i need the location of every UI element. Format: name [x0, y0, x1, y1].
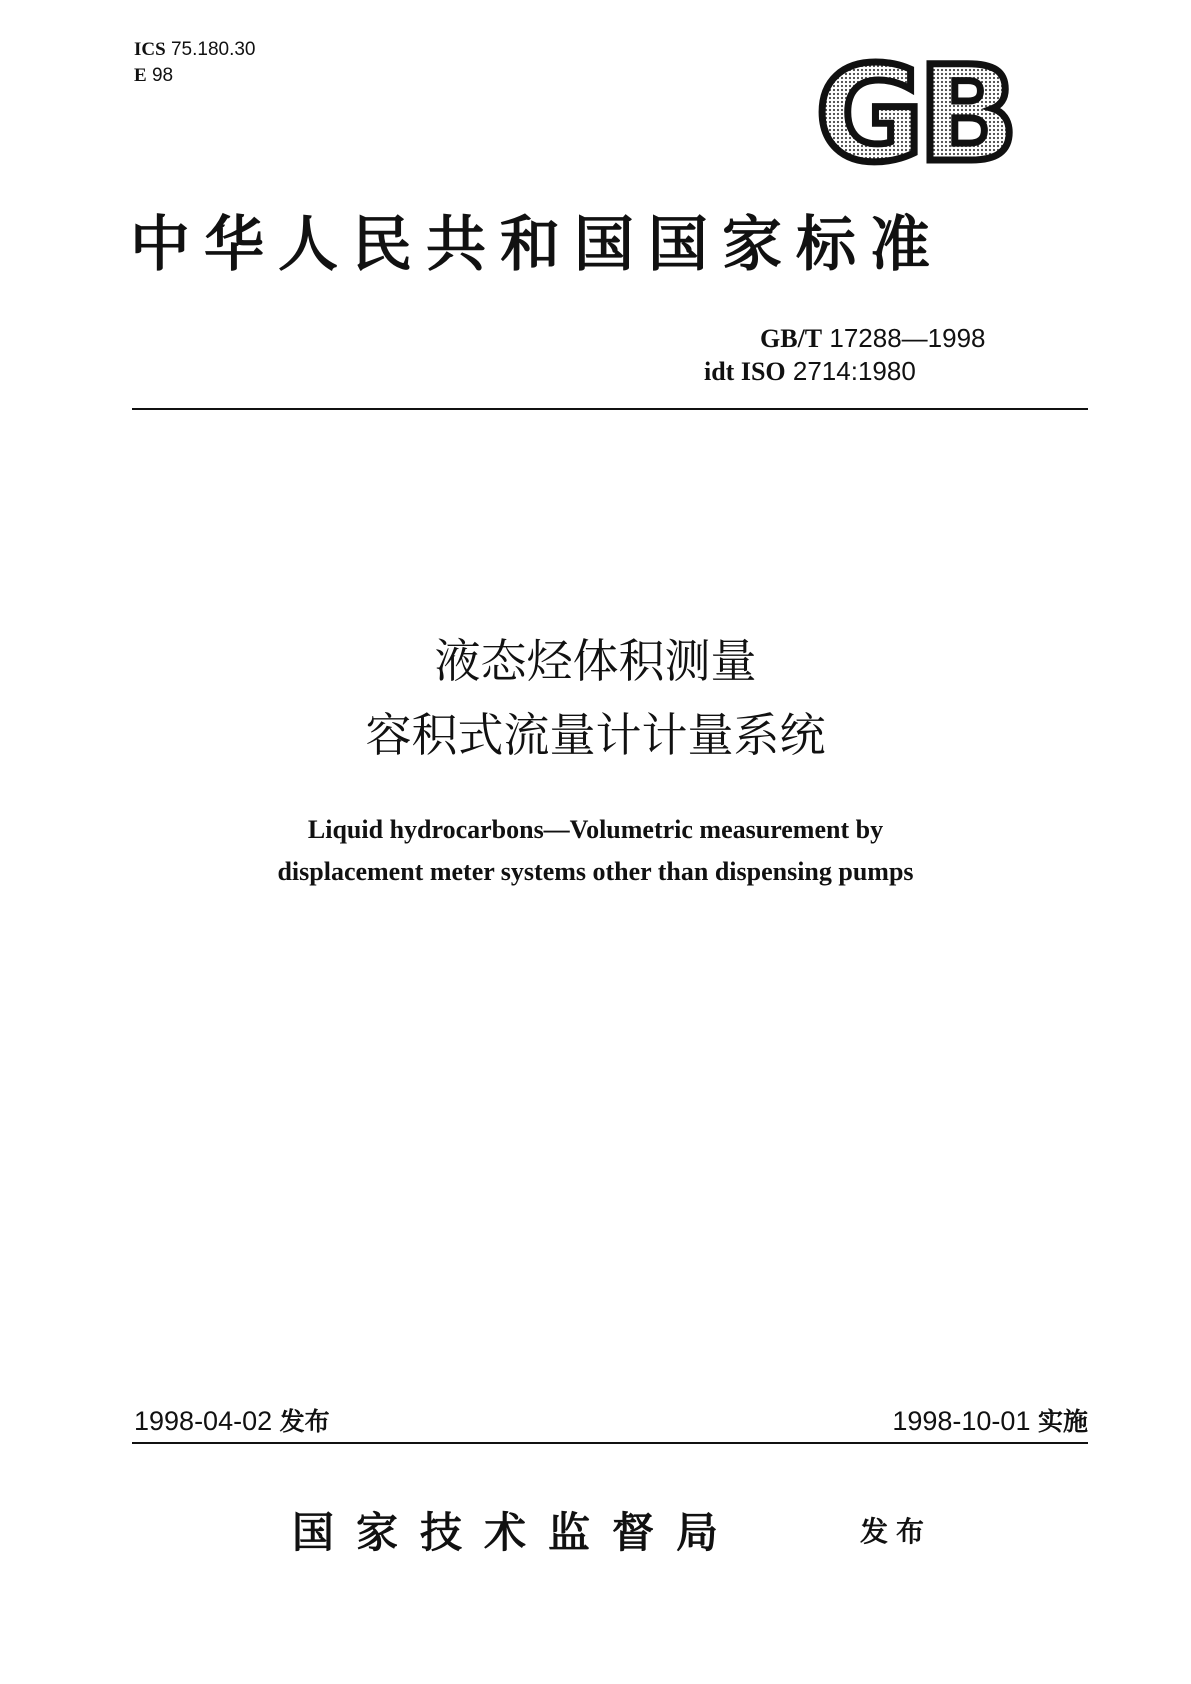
- standard-number-value: 17288—1998: [829, 323, 986, 353]
- publisher-name: 国家技术监督局: [292, 1508, 741, 1557]
- title-en-line2: displacement meter systems other than dispensing pumps: [277, 857, 914, 886]
- implementation-date-value: 1998-10-01: [892, 1406, 1031, 1436]
- title-cn-line1: 液态烃体积测量: [434, 634, 757, 688]
- standard-number-prefix: GB/T: [760, 324, 823, 353]
- class-label: E: [134, 65, 147, 86]
- standard-heading: 中华人民共和国国家标准: [130, 210, 944, 280]
- ics-code: [134, 37, 256, 63]
- publisher-action: 发布: [860, 1515, 933, 1548]
- svg-text:GB: GB: [815, 56, 1013, 172]
- classification-codes: [134, 37, 256, 89]
- issue-date-value: 1998-04-02: [134, 1406, 273, 1436]
- implementation-date-suffix: 实施: [1037, 1407, 1088, 1436]
- gb-logo: [808, 56, 1020, 172]
- title-en-line1: Liquid hydrocarbons—Volumetric measurement by: [307, 815, 884, 844]
- bottom-divider: [132, 1442, 1088, 1444]
- standard-number-block: [704, 322, 986, 388]
- title-cn-line2: 容积式流量计计量系统: [365, 708, 826, 762]
- ics-value: 75.180.30: [170, 39, 256, 60]
- implementation-date: [866, 1402, 1088, 1438]
- equivalent-value: 2714:1980: [792, 356, 916, 386]
- class-code: [134, 63, 256, 89]
- ics-label: ICS: [134, 39, 166, 60]
- equivalent-standard: [704, 355, 986, 388]
- class-value: 98: [151, 65, 174, 86]
- top-divider: [132, 408, 1088, 410]
- issue-date-suffix: 发布: [279, 1407, 330, 1436]
- standard-number: [760, 322, 986, 355]
- issue-date: [134, 1402, 330, 1438]
- equivalent-prefix: idt ISO: [704, 357, 786, 386]
